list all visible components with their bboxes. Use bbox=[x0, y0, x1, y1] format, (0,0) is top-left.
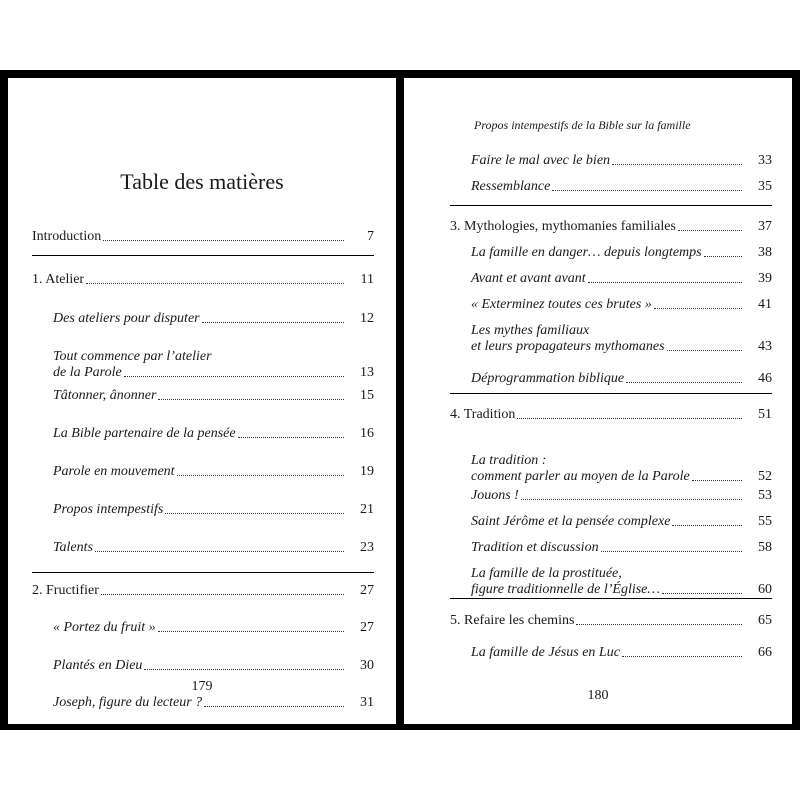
toc-entry-page: 43 bbox=[758, 339, 772, 354]
leader-dots bbox=[517, 417, 742, 419]
leader-dots bbox=[601, 550, 742, 552]
page-number-left: 179 bbox=[191, 679, 213, 694]
toc-entry-title: Tâtonner, ânonner bbox=[53, 388, 157, 403]
toc-entry bbox=[450, 540, 772, 556]
toc-entry bbox=[450, 323, 772, 355]
toc-entry bbox=[32, 695, 374, 711]
leader-dots bbox=[588, 281, 742, 283]
leader-dots bbox=[204, 705, 344, 707]
toc-entry-title-cont: figure traditionnelle de l’Église… bbox=[471, 582, 660, 597]
right-page bbox=[404, 78, 792, 724]
toc-entry-title-cont: de la Parole bbox=[53, 365, 122, 380]
toc-entry bbox=[32, 349, 374, 381]
toc-entry bbox=[450, 453, 772, 485]
toc-entry-title: Déprogrammation biblique bbox=[471, 371, 625, 386]
running-head: Propos intempestifs de la Bible sur la famille bbox=[474, 118, 691, 132]
toc-entry-title: Ressemblance bbox=[471, 179, 551, 194]
toc-entry-title: Plantés en Dieu bbox=[53, 658, 143, 673]
toc-entry-title: « Exterminez toutes ces brutes » bbox=[471, 297, 652, 312]
leader-dots bbox=[95, 550, 344, 552]
toc-entry-page: 16 bbox=[360, 426, 374, 441]
toc-entry-title: Talents bbox=[53, 540, 93, 555]
toc-entry-title: Joseph, figure du lecteur ? bbox=[53, 695, 203, 710]
toc-entry-title: 1. Atelier bbox=[32, 272, 85, 287]
leader-dots bbox=[678, 229, 742, 231]
toc-entry bbox=[32, 540, 374, 556]
left-page bbox=[8, 78, 396, 724]
leader-dots bbox=[177, 474, 344, 476]
toc-entry-page: 15 bbox=[360, 388, 374, 403]
toc-entry-page: 31 bbox=[360, 695, 374, 710]
toc-entry bbox=[450, 613, 772, 629]
toc-entry bbox=[32, 583, 374, 599]
toc-entry-title: Faire le mal avec le bien bbox=[471, 153, 611, 168]
leader-dots bbox=[124, 375, 344, 377]
leader-dots bbox=[86, 282, 344, 284]
leader-dots bbox=[158, 630, 344, 632]
toc-entry bbox=[450, 566, 772, 598]
toc-entry bbox=[32, 388, 374, 404]
toc-entry-page: 27 bbox=[360, 583, 374, 598]
leader-dots bbox=[654, 307, 742, 309]
section-rule bbox=[450, 598, 772, 599]
leader-dots bbox=[552, 189, 742, 191]
toc-entry-page: 51 bbox=[758, 407, 772, 422]
section-rule bbox=[32, 255, 374, 256]
toc-entry-title: La tradition : bbox=[471, 453, 547, 468]
toc-entry-page: 65 bbox=[758, 613, 772, 628]
toc-entry-title: Jouons ! bbox=[471, 488, 519, 503]
toc-entry-page: 66 bbox=[758, 645, 772, 660]
leader-dots bbox=[612, 163, 742, 165]
toc-entry bbox=[450, 407, 772, 423]
toc-entry bbox=[450, 179, 772, 195]
leader-dots bbox=[667, 349, 742, 351]
toc-entry bbox=[450, 153, 772, 169]
leader-dots bbox=[626, 381, 742, 383]
toc-entry bbox=[32, 502, 374, 518]
toc-entry-title: 3. Mythologies, mythomanies familiales bbox=[450, 219, 676, 234]
leader-dots bbox=[165, 512, 344, 514]
toc-entry-title: « Portez du fruit » bbox=[53, 620, 156, 635]
toc-entry-page: 30 bbox=[360, 658, 374, 673]
toc-entry-title: Saint Jérôme et la pensée complexe bbox=[471, 514, 671, 529]
toc-entry-page: 41 bbox=[758, 297, 772, 312]
leader-dots bbox=[158, 398, 344, 400]
leader-dots bbox=[672, 524, 742, 526]
toc-entry-title: 2. Fructifier bbox=[32, 583, 99, 598]
toc-entry-title: Propos intempestifs bbox=[53, 502, 164, 517]
toc-entry-title: Des ateliers pour disputer bbox=[53, 311, 200, 326]
leader-dots bbox=[521, 498, 742, 500]
toc-entry-page: 55 bbox=[758, 514, 772, 529]
section-rule bbox=[450, 205, 772, 206]
toc-entry-page: 23 bbox=[360, 540, 374, 555]
toc-entry bbox=[32, 272, 374, 288]
toc-entry-page: 27 bbox=[360, 620, 374, 635]
toc-entry-page: 53 bbox=[758, 488, 772, 503]
leader-dots bbox=[692, 479, 742, 481]
toc-entry-page: 33 bbox=[758, 153, 772, 168]
toc-entry-title: La famille de la prostituée, bbox=[471, 566, 622, 581]
toc-entry-title: Tradition et discussion bbox=[471, 540, 599, 555]
toc-entry-title: Introduction bbox=[32, 229, 102, 244]
toc-entry-title: La famille de Jésus en Luc bbox=[471, 645, 620, 660]
toc-entry bbox=[450, 514, 772, 530]
toc-entry-page: 12 bbox=[360, 311, 374, 326]
page-number-right: 180 bbox=[587, 688, 609, 703]
toc-entry-title: 4. Tradition bbox=[450, 407, 516, 422]
toc-entry-page: 21 bbox=[360, 502, 374, 517]
toc-entry-title: Avant et avant avant bbox=[471, 271, 586, 286]
leader-dots bbox=[662, 592, 742, 594]
toc-entry bbox=[450, 488, 772, 504]
leader-dots bbox=[704, 255, 742, 257]
toc-entry bbox=[450, 219, 772, 235]
toc-entry-page: 19 bbox=[360, 464, 374, 479]
toc-entry bbox=[32, 658, 374, 674]
toc-entry-title: La famille en danger… depuis longtemps bbox=[471, 245, 702, 260]
toc-entry-page: 60 bbox=[758, 582, 772, 597]
toc-entry bbox=[32, 229, 374, 245]
toc-entry-title: La Bible partenaire de la pensée bbox=[53, 426, 236, 441]
toc-entry-title: 5. Refaire les chemins bbox=[450, 613, 575, 628]
toc-entry bbox=[32, 464, 374, 480]
toc-entry bbox=[450, 297, 772, 313]
toc-entry-page: 35 bbox=[758, 179, 772, 194]
leader-dots bbox=[202, 321, 344, 323]
toc-entry-page: 11 bbox=[360, 272, 374, 287]
leader-dots bbox=[144, 668, 344, 670]
leader-dots bbox=[103, 239, 344, 241]
leader-dots bbox=[576, 623, 742, 625]
toc-entry-title-cont: comment parler au moyen de la Parole bbox=[471, 469, 690, 484]
section-rule bbox=[32, 572, 374, 573]
toc-entry bbox=[450, 645, 772, 661]
toc-entry-page: 58 bbox=[758, 540, 772, 555]
toc-entry-page: 46 bbox=[758, 371, 772, 386]
toc-entry-page: 7 bbox=[367, 229, 374, 244]
toc-entry-page: 38 bbox=[758, 245, 772, 260]
page-title: Table des matières bbox=[120, 169, 284, 194]
toc-entry-title: Parole en mouvement bbox=[53, 464, 175, 479]
toc-entry-title-cont: et leurs propagateurs mythomanes bbox=[471, 339, 665, 354]
toc-entry-page: 37 bbox=[758, 219, 772, 234]
section-rule bbox=[450, 393, 772, 394]
toc-entry-page: 52 bbox=[758, 469, 772, 484]
toc-entry-page: 39 bbox=[758, 271, 772, 286]
toc-entry-title: Les mythes familiaux bbox=[471, 323, 590, 338]
toc-entry-page: 13 bbox=[360, 365, 374, 380]
toc-entry bbox=[32, 426, 374, 442]
toc-entry bbox=[450, 245, 772, 261]
toc-entry bbox=[32, 311, 374, 327]
toc-entry bbox=[450, 371, 772, 387]
leader-dots bbox=[238, 436, 344, 438]
toc-entry bbox=[450, 271, 772, 287]
toc-entry-title: Tout commence par l’atelier bbox=[53, 349, 212, 364]
toc-entry bbox=[32, 620, 374, 636]
leader-dots bbox=[101, 593, 344, 595]
leader-dots bbox=[622, 655, 742, 657]
